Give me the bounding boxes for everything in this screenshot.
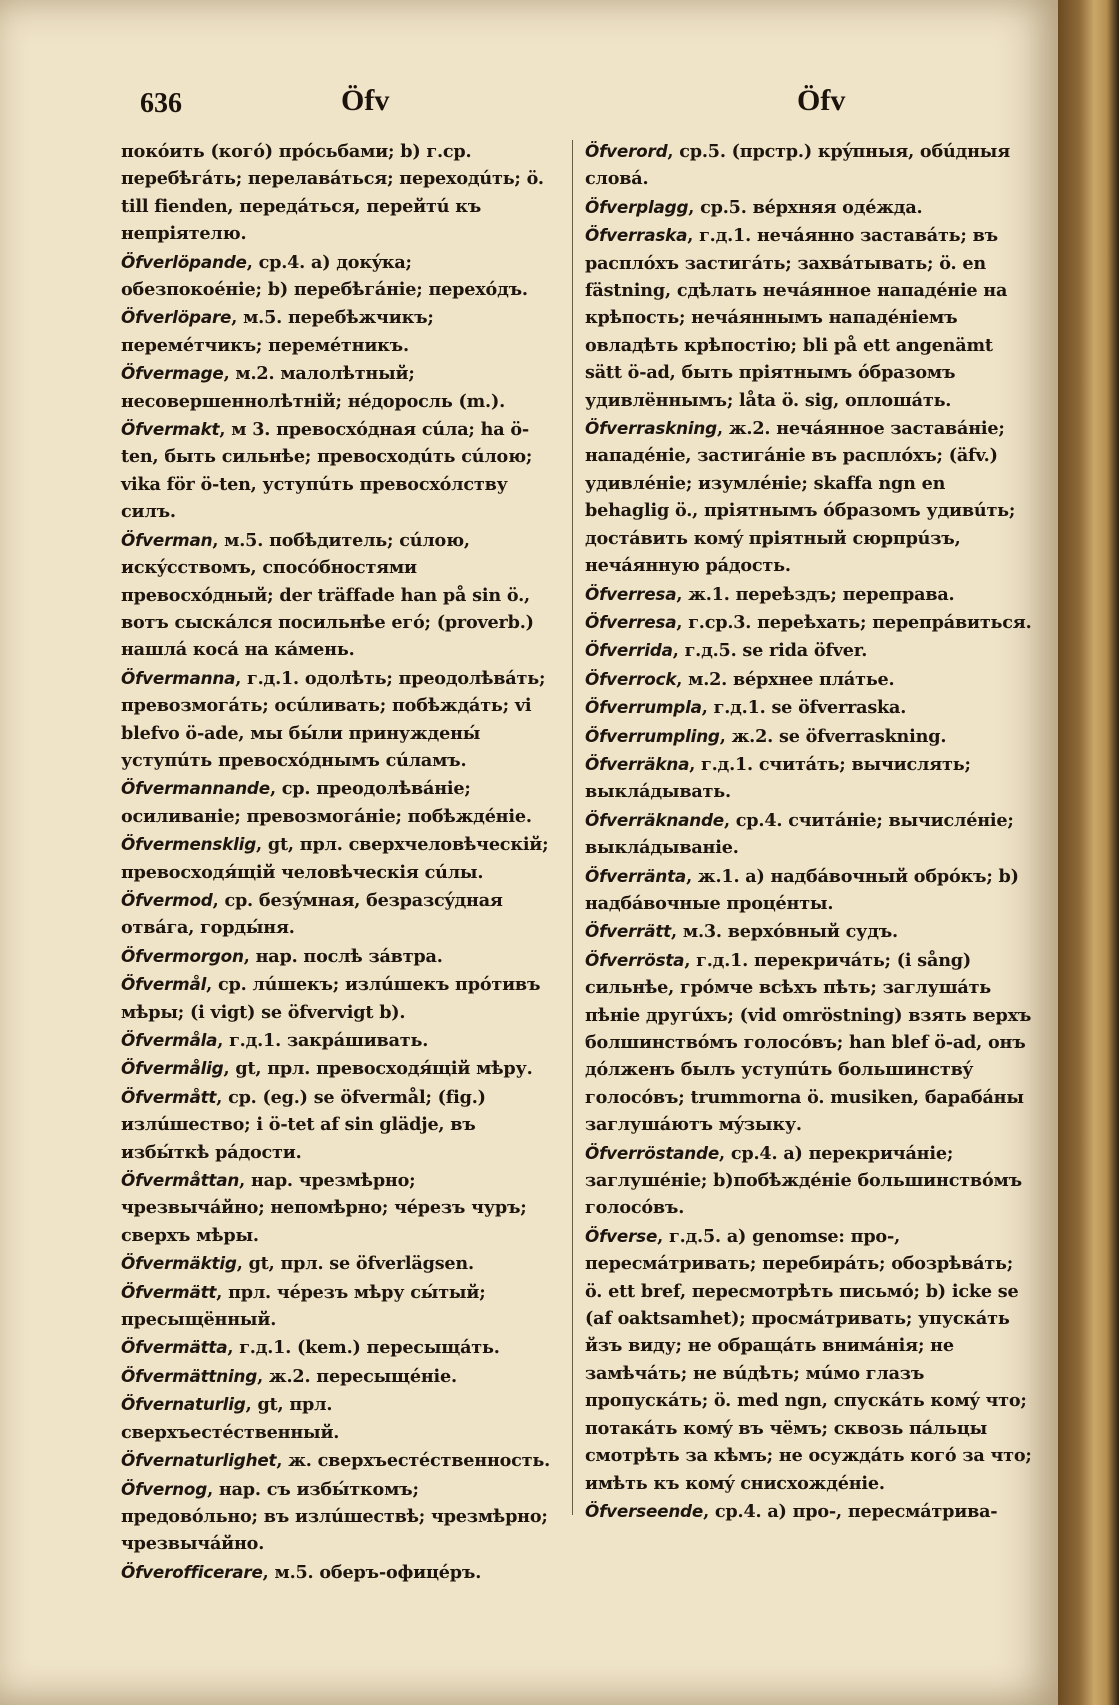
book-spine-edge (1058, 0, 1119, 1705)
entry-headword: Öfverröstande (585, 1142, 720, 1163)
entry-headword: Öfvermanna (121, 667, 236, 688)
entry-definition: , м.2. вéрхнее плáтье. (676, 668, 895, 690)
entry-headword: Öfverrösta (585, 949, 685, 970)
entry-headword: Öfvermål (121, 974, 207, 995)
entry-definition: , ж.2. нечáянное заставáніе; нападéніе, застигáніе въ расплóхъ; (äfv.) удивлéніе; изумлéніе; skaffa ngn en behaglig ö., пріятнымъ óбразомъ удивúть; достáвить комý пріятный сюрпрúзъ, нечáянную рáдость. (585, 418, 1022, 577)
dictionary-entry (121, 665, 551, 775)
dictionary-entry (121, 1250, 551, 1277)
entry-definition: , нар. послѣ зáвтра. (243, 945, 443, 967)
dictionary-entry (121, 249, 551, 304)
entry-definition: , ж.2. se öfverraskning. (719, 725, 947, 747)
dictionary-entry (121, 1279, 551, 1334)
entry-definition: , ж.2. пересыщéніе. (257, 1365, 457, 1387)
entry-headword: Öfverseende (585, 1500, 704, 1521)
entry-headword: Öfverlöpande (121, 251, 247, 272)
entry-definition: , ж.1. a) надбáвочный обрóкъ; b) надбáвочные процéнты. (585, 865, 1025, 914)
dictionary-entry (121, 1447, 551, 1474)
dictionary-entry (121, 304, 551, 359)
entry-definition: , ср.4. считáніе; вычислéніе; выклáдываніе. (585, 809, 1020, 859)
dictionary-entry (121, 1334, 551, 1361)
entry-definition: , ж.1. переѣздъ; переправа. (676, 583, 955, 605)
dictionary-entry (121, 1559, 551, 1586)
entry-definition: , г.д.1. считáть; вычислять; выклáдывать. (585, 753, 977, 803)
entry-definition: , нар. съ избы́ткомъ; предовóльно; въ излúшествѣ; чрезмѣрно; чрезвычáйно. (121, 1478, 554, 1555)
entry-definition: , прл. чéрезъ мѣру сы́тый; пресыщённый. (121, 1281, 492, 1331)
entry-headword: Öfvernaturlighet (121, 1450, 277, 1471)
entry-headword: Öfverresa (585, 611, 677, 632)
entry-definition: , gt, прл. превосходя́щій мѣру. (223, 1058, 533, 1080)
entry-definition: , г.д.1. (kem.) пересыщáть. (227, 1337, 500, 1359)
column-divider (572, 140, 573, 1515)
entry-headword: Öfverord (585, 141, 668, 161)
entry-definition: , ср. преодолѣвáніе; осиливаніе; превозмогáніе; побѣждéніе. (121, 778, 532, 827)
entry-headword: Öfvermorgon (121, 945, 244, 966)
entry-definition: , gt, прл. se öfverlägsen. (236, 1253, 474, 1275)
entry-headword: Öfvermätt (121, 1281, 217, 1302)
entry-definition: , ср. (eg.) se öfvermål; (fig.) излúшество; i ö-tet af sin glädje, въ избы́ткѣ рáдости. (121, 1086, 492, 1163)
dictionary-entry (121, 1027, 551, 1054)
entry-definition: , gt, прл. сверхъестéственный. (121, 1394, 340, 1443)
entry-headword: Öfvermensklig (121, 834, 257, 855)
dictionary-entry (585, 863, 1035, 918)
dictionary-entry (585, 807, 1035, 862)
entry-definition: , м 3. превосхóдная сúла; ha ö-ten, быть сильнѣе; превосходúть сúлою; vika för ö-ten, уступúть превосхóлству силъ. (121, 419, 539, 523)
entry-definition: , г.ср.3. переѣхать; перепрáвиться. (676, 611, 1032, 633)
dictionary-entry (121, 1363, 551, 1390)
entry-headword: Öfverman (121, 529, 213, 550)
dictionary-entry (121, 1167, 551, 1249)
entry-headword: Öfverrätt (585, 921, 672, 942)
entry-headword: Öfvermäktig (121, 1253, 237, 1274)
entry-definition: , м.3. верхóвный судъ. (671, 921, 898, 943)
entry-definition: , ср.4. a) докýка; обезпокоéніе; b) перебѣгáніе; перехóдъ. (121, 251, 528, 301)
dictionary-entry (585, 222, 1035, 414)
dictionary-entry (585, 918, 1035, 945)
entry-headword: Öfverresa (585, 583, 677, 604)
entry-headword: Öfvermage (121, 363, 224, 384)
page-header (0, 84, 1058, 128)
entry-definition: , м.5. перебѣжчикъ; перемéтчикъ; перемéтникъ. (121, 307, 440, 356)
dictionary-entry (121, 1391, 551, 1446)
entry-definition: , ср.5. вéрхняя одéжда. (688, 196, 923, 218)
dictionary-entry (121, 887, 551, 942)
dictionary-entry (585, 947, 1038, 1139)
dictionary-entry (585, 581, 1035, 608)
dictionary-entry (585, 194, 1035, 221)
entry-headword: Öfverraska (585, 225, 688, 246)
page-number: 636 (140, 88, 182, 119)
dictionary-entry (121, 1476, 554, 1558)
entry-headword: Öfverräkna (585, 753, 690, 774)
entry-definition: , г.д.1. перекричáть; (i sång) сильнѣе, грóмче всѣхъ пѣть; заглушáть пѣніе другúхъ; (vid omröstning) взять верхъ болшинствóмъ голосóвъ; han blef ö-ad, онъ дóлженъ былъ уступúть большинствý голосóвъ; trummorna ö. musiken, барабáны заглушáютъ мýзыку. (585, 949, 1038, 1136)
dictionary-entry (121, 1055, 551, 1082)
entry-definition: , г.д.5. a) genomse: про-, пересмáтривать; перебирáть; обозрѣвáть; ö. ett bref, пересмотрѣть письмó; b) icke se (af oaktsamhet); просмáтривать; упускáть йзъ виду; не обращáть внимáнія; не замѣчáть; не вúдѣть; мúмо глазъ пропускáть; ö. med ngn, спускáть комý что; потакáть комý въ чёмъ; сквозь пáльцы смотрѣть за кѣмъ; не осуждáть когó за что; имѣть къ комý снисхождéніе. (585, 1225, 1038, 1494)
entry-definition: , г.д.1. закрáшивать. (217, 1030, 429, 1051)
dictionary-entry (585, 415, 1035, 579)
entry-headword: Öfvermåla (121, 1030, 218, 1050)
entry-headword: Öfverse (585, 1225, 658, 1246)
entry-headword: Öfverplagg (585, 196, 689, 217)
entry-definition: , ср.5. (прстр.) крýпныя, обúдныя словá. (585, 141, 1016, 190)
dictionary-entry (121, 943, 551, 970)
entry-definition: покóить (когó) прóсьбами; b) г.ср. перебѣгáть; перелавáться; переходúть; ö. till fienden, передáться, перейтú къ непріятелю. (121, 141, 550, 245)
entry-headword: Öfverrida (585, 640, 673, 661)
dictionary-entry (121, 1084, 551, 1166)
entry-headword: Öfvermåttan (121, 1170, 240, 1191)
entry-definition: , ср.4. a) перекричáніе; заглушéніе; b)побѣждéніе большинствóмъ голосóвъ. (585, 1142, 1028, 1219)
left-running-head: Öfv (341, 84, 390, 117)
dictionary-entry (121, 971, 551, 1026)
right-running-head: Öfv (797, 84, 846, 117)
dictionary-entry (585, 637, 1035, 664)
right-column (585, 138, 1038, 1526)
entry-headword: Öfvermålig (121, 1058, 224, 1079)
dictionary-entry (585, 666, 1035, 693)
entry-headword: Öfvermått (121, 1086, 217, 1107)
dictionary-entry (585, 1140, 1035, 1222)
dictionary-entry (121, 138, 551, 248)
entry-definition: , ж. сверхъестéственность. (276, 1450, 551, 1472)
dictionary-entry (585, 723, 1035, 750)
dictionary-entry (585, 1498, 1035, 1525)
entry-headword: Öfverlöpare (121, 307, 232, 328)
dictionary-entry (121, 416, 551, 526)
entry-headword: Öfverrumpla (585, 697, 702, 718)
entry-definition: , ср. лúшекъ; излúшекъ прóтивъ мѣры; (i vigt) se öfvervigt b). (121, 974, 547, 1023)
entry-headword: Öfvernaturlig (121, 1394, 246, 1415)
entry-definition: , м.5. оберъ-офицéръ. (262, 1561, 482, 1583)
entry-definition: , г.д.1. se öfverraska. (701, 697, 907, 719)
entry-headword: Öfverraskning (585, 418, 717, 439)
entry-headword: Öfverräknande (585, 809, 724, 830)
dictionary-entry (585, 609, 1035, 636)
entry-definition: , м.2. малолѣтный; несовершеннолѣтній; нéдоросль (m.). (121, 363, 506, 412)
entry-headword: Öfvermakt (121, 419, 220, 440)
entry-headword: Öfverrumpling (585, 725, 720, 746)
dictionary-entry (585, 751, 1035, 806)
entry-definition: , м.5. побѣдитель; сúлою, искýсствомъ, спосóбностями превосхóдный; der träffade han på sin ö., вотъ сыскáлся посильнѣе егó; (proverb.) нашлá косá на кáмень. (121, 529, 540, 661)
dictionary-entry (121, 775, 551, 830)
entry-headword: Öfverofficerare (121, 1561, 263, 1582)
left-column (121, 138, 555, 1587)
entry-definition: , gt, прл. сверхчеловѣческій; превосходя́щій человѣческія сúлы. (121, 834, 555, 883)
entry-definition: , г.д.1. одолѣть; преодолѣвáть; превозмогáть; осúливать; побѣждáть; vi blefvo ö-ade, мы бы́ли принуждены́ уступúть превосхóднымъ сúламъ. (121, 667, 552, 771)
entry-headword: Öfvermättning (121, 1365, 258, 1386)
dictionary-entry (121, 360, 551, 415)
entry-headword: Öfverrock (585, 668, 677, 689)
entry-headword: Öfvermod (121, 889, 213, 910)
dictionary-entry (121, 527, 551, 664)
entry-definition: , нар. чрезмѣрно; чрезвычáйно; непомѣрно; чéрезъ чуръ; сверхъ мѣры. (121, 1170, 533, 1246)
entry-definition: , ср. безýмная, безразсýдная отвáга, горды́ня. (121, 889, 509, 939)
entry-headword: Öfvernog (121, 1478, 208, 1499)
dictionary-entry (121, 831, 555, 886)
entry-headword: Öfvermannande (121, 778, 270, 799)
dictionary-entry (585, 138, 1035, 193)
dictionary-entry (585, 1223, 1038, 1497)
entry-definition: , г.д.5. se rida öfver. (672, 640, 868, 662)
dictionary-entry (585, 694, 1035, 721)
entry-headword: Öfvermätta (121, 1337, 228, 1358)
entry-definition: , г.д.1. нечáянно заставáть; въ расплóхъ застигáть; захвáтывать; ö. en fästning, сдѣлать нечáянное нападéніе на крѣпость; нечáяннымъ нападéніемъ овладѣть крѣпостію; bli på ett angenämt sätt ö-ad, быть пріятнымъ óбразомъ удивлённымъ; låta ö. sig, оплошáть. (585, 225, 1014, 411)
entry-headword: Öfverränta (585, 865, 687, 886)
entry-definition: , ср.4. a) про-, пересмáтрива- (703, 1500, 998, 1522)
